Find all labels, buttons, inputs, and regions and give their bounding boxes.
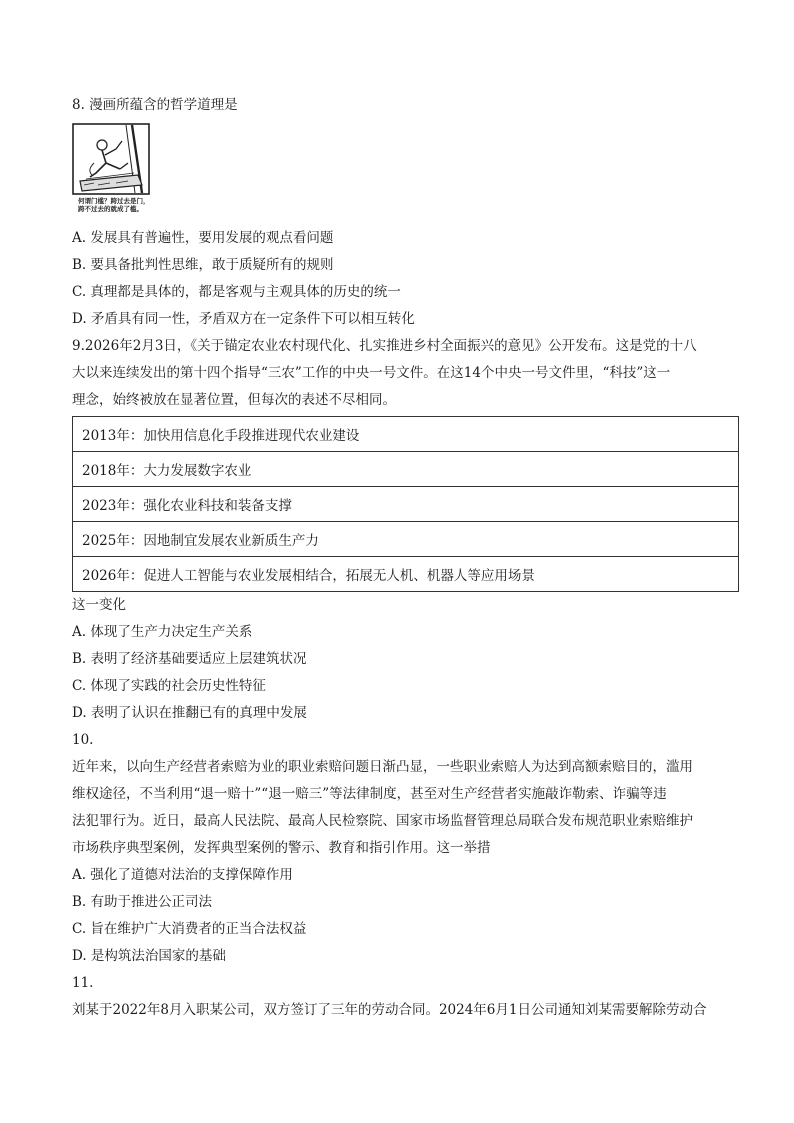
table-row <box>73 487 739 522</box>
cartoon-caption-line-1: 何谓门槛？跨过去是门， <box>78 197 150 205</box>
q8-option-c: C. 真理都是具体的，都是客观与主观具体的历史的统一 <box>72 284 401 300</box>
q10-option-b: B. 有助于推进公正司法 <box>72 894 213 910</box>
table-row <box>73 452 739 487</box>
q9-option-a: A. 体现了生产力决定生产关系 <box>72 624 253 640</box>
cartoon-caption-line-2: 跨不过去的就成了槛。 <box>78 205 143 213</box>
q8-option-d: D. 矛盾具有同一性，矛盾双方在一定条件下可以相互转化 <box>72 311 415 327</box>
q9-option-c: C. 体现了实践的社会历史性特征 <box>72 678 266 694</box>
q10-option-d: D. 是构筑法治国家的基础 <box>72 948 226 964</box>
q8-stem: 8. 漫画所蕴含的哲学道理是 <box>72 97 238 113</box>
q10-number: 10. <box>72 732 94 748</box>
table-cell: 2026年：促进人工智能与农业发展相结合，拓展无人机、机器人等应用场景 <box>73 557 739 592</box>
q11-number: 11. <box>72 975 94 991</box>
table-cell: 2013年：加快用信息化手段推进现代农业建设 <box>73 417 739 452</box>
q10-stem-line-1: 近年来，以向生产经营者索赔为业的职业索赔问题日渐凸显，一些职业索赔人为达到高额索赔目的，滥用 <box>72 759 693 775</box>
q9-after-table: 这一变化 <box>72 597 126 613</box>
q9-stem-line-3: 理念，始终被放在显著位置，但每次的表述不尽相同。 <box>72 392 396 408</box>
table-cell: 2018年：大力发展数字农业 <box>73 452 739 487</box>
exam-page <box>72 92 739 1024</box>
q10-stem-line-4: 市场秩序典型案例，发挥典型案例的警示、教育和指引作用。这一举措 <box>72 840 491 856</box>
table-row <box>73 557 739 592</box>
q11-stem-line-1: 刘某于2022年8月入职某公司，双方签订了三年的劳动合同。2024年6月1日公司通知刘某需要解除劳动合 <box>72 1002 707 1018</box>
table-cell: 2025年：因地制宜发展农业新质生产力 <box>73 522 739 557</box>
table-row <box>73 417 739 452</box>
threshold-cartoon-drawing <box>72 123 152 197</box>
q10-option-c: C. 旨在维护广大消费者的正当合法权益 <box>72 921 307 937</box>
table-cell: 2023年：强化农业科技和装备支撑 <box>73 487 739 522</box>
q9-option-d: D. 表明了认识在推翻已有的真理中发展 <box>72 705 307 721</box>
q8-option-b: B. 要具备批判性思维，敢于质疑所有的规则 <box>72 257 334 273</box>
q9-option-b: B. 表明了经济基础要适应上层建筑状况 <box>72 651 307 667</box>
cartoon-caption <box>78 197 150 213</box>
q9-stem-line-2: 大以来连续发出的第十四个指导“三农”工作的中央一号文件。在这14个中央一号文件里，“科技”这一 <box>72 365 671 381</box>
q8-option-a: A. 发展具有普遍性，要用发展的观点看问题 <box>72 230 334 246</box>
q8-cartoon-image <box>72 123 152 219</box>
q10-stem-line-2: 维权途径，不当利用“退一赔十”“退一赔三”等法律制度，甚至对生产经营者实施敲诈勒索、诈骗等违 <box>72 786 667 802</box>
q10-stem-line-3: 法犯罪行为。近日，最高人民法院、最高人民检察院、国家市场监督管理总局联合发布规范职业索赔维护 <box>72 813 693 829</box>
q10-option-a: A. 强化了道德对法治的支撑保障作用 <box>72 867 293 883</box>
q9-stem-line-1: 9.2026年2月3日，《关于锚定农业农村现代化、扎实推进乡村全面振兴的意见》公开发布。这是党的十八 <box>72 338 697 354</box>
table-row <box>73 522 739 557</box>
q9-policy-table <box>72 416 739 592</box>
